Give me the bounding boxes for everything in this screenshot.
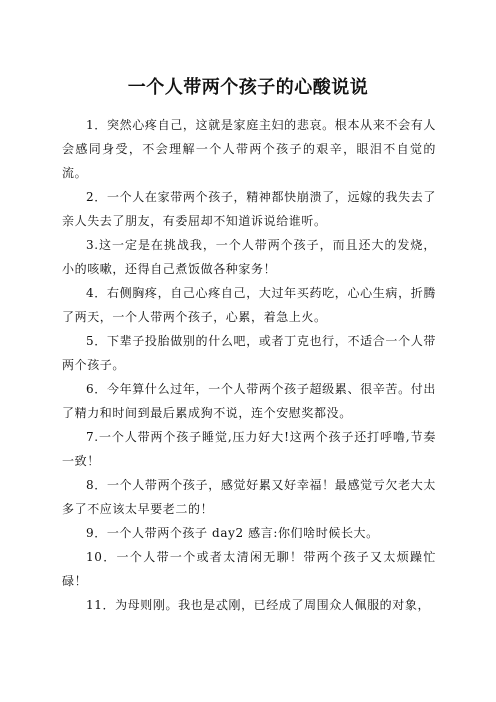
paragraph-3: 3.这一定是在挑战我，一个人带两个孩子，而且还大的发烧，小的咳嗽，还得自己煮饭做各种家务！ xyxy=(62,238,436,276)
document-body xyxy=(62,113,436,617)
document-title: 一个人带两个孩子的心酸说说 xyxy=(127,77,369,98)
paragraph-10: 10．一个人带一个或者太清闲无聊！带两个孩子又太烦躁忙碌！ xyxy=(62,550,436,588)
paragraph-2: 2．一个人在家带两个孩子，精神都快崩溃了，远嫁的我失去了亲人失去了朋友，有委屈却不知道诉说给谁听。 xyxy=(62,190,436,228)
paragraph-1: 1．突然心疼自己，这就是家庭主妇的悲哀。根本从来不会有人会感同身受，不会理解一个人带两个孩子的艰辛，眼泪不自觉的流。 xyxy=(62,118,436,180)
paragraph-4: 4．右侧胸疼，自己心疼自己，大过年买药吃，心心生病，折腾了两天，一个人带两个孩子，心累，着急上火。 xyxy=(62,286,436,324)
paragraph-8: 8．一个人带两个孩子，感觉好累又好幸福！最感觉亏欠老大太多了不应该太早要老二的！ xyxy=(62,478,436,516)
paragraph-11: 11．为母则刚。我也是忒刚，已经成了周围众人佩服的对象， xyxy=(86,598,431,612)
paragraph-6: 6．今年算什么过年，一个人带两个孩子超级累、很辛苦。付出了精力和时间到最后累成狗不说，连个安慰奖都没。 xyxy=(62,382,436,420)
paragraph-9: 9．一个人带两个孩子 day2 感言:你们啥时候长大。 xyxy=(86,526,379,540)
paragraph-7: 7.一个人带两个孩子睡觉,压力好大!这两个孩子还打呼噜,节奏一致！ xyxy=(62,430,436,468)
paragraph-5: 5．下辈子投胎做别的什么吧，或者丁克也行，不适合一个人带两个孩子。 xyxy=(62,334,436,372)
